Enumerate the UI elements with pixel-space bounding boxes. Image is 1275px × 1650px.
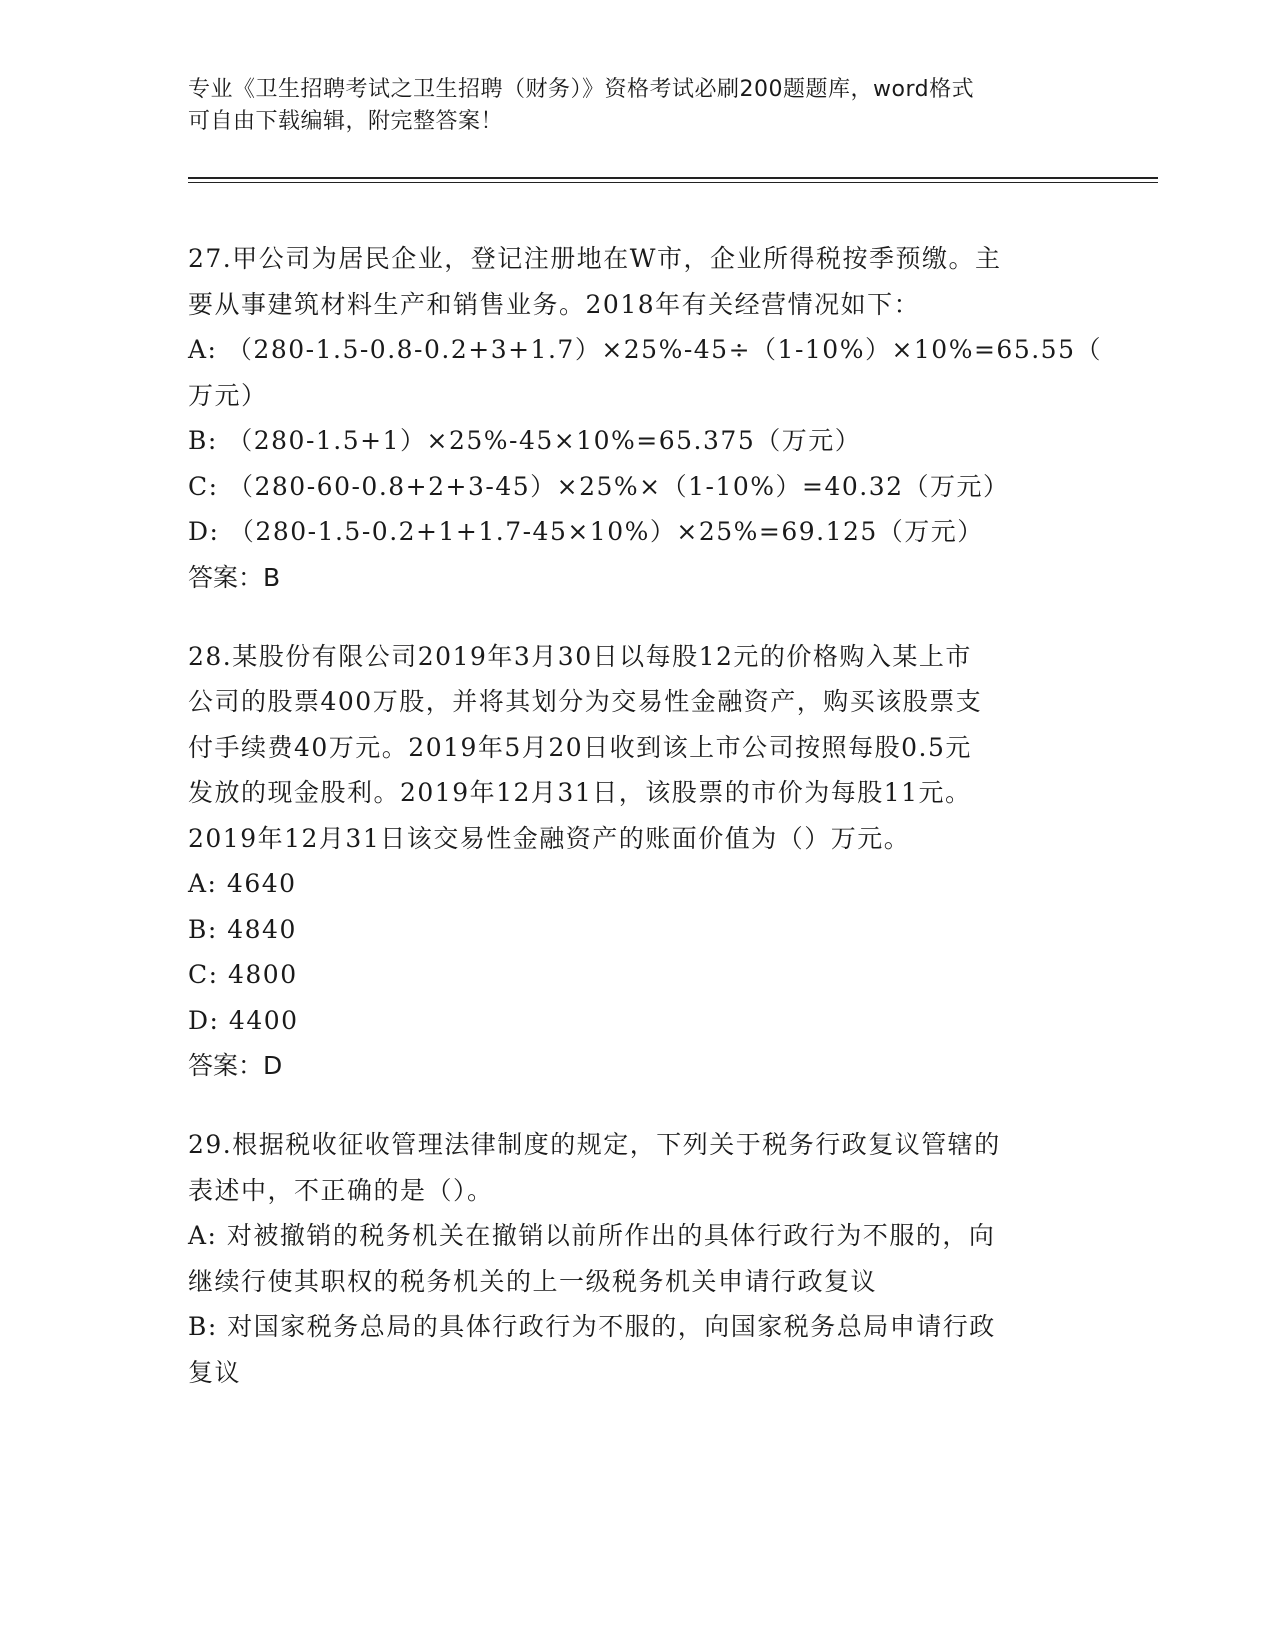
header-divider-thin — [188, 182, 1158, 183]
option-b: B: 对国家税务总局的具体行政行为不服的，向国家税务总局申请行政 — [188, 1312, 996, 1341]
question-stem-line: 要从事建筑材料生产和销售业务。2018年有关经营情况如下： — [188, 289, 921, 319]
header-line-2: 可自由下载编辑，附完整答案！ — [188, 109, 504, 134]
option-a: A: （280-1.5-0.8-0.2+3+1.7）×25%-45÷（1-10%）×10%=65.55（ — [188, 335, 1102, 364]
answer-label: 答案：B — [188, 562, 281, 592]
document-header — [188, 74, 1078, 138]
option-c: C: 4800 — [188, 960, 298, 989]
option-a-continued: 继续行使其职权的税务机关的上一级税务机关申请行政复议 — [188, 1266, 878, 1296]
question-27 — [188, 236, 1102, 600]
option-d: D: （280-1.5-0.2+1+1.7-45×10%）×25%=69.125（万元） — [188, 517, 984, 546]
question-stem-line: 2019年12月31日该交易性金融资产的账面价值为（）万元。 — [188, 823, 911, 853]
question-stem-line: 付手续费40万元。2019年5月20日收到该上市公司按照每股0.5元 — [188, 732, 972, 762]
option-b: B: 4840 — [188, 914, 297, 944]
option-c: C: （280-60-0.8+2+3-45）×25%×（1-10%）=40.32（万元） — [188, 471, 1010, 501]
question-stem-line: 28.某股份有限公司2019年3月30日以每股12元的价格购入某上市 — [188, 641, 972, 671]
question-list — [188, 236, 1102, 1429]
option-a: A: 4640 — [188, 869, 297, 898]
header-divider-thick — [188, 177, 1158, 179]
header-line-1: 专业《卫生招聘考试之卫生招聘（财务）》资格考试必刷200题题库，word格式 — [188, 77, 975, 102]
question-stem-line: 公司的股票400万股，并将其划分为交易性金融资产，购买该股票支 — [188, 687, 983, 716]
question-28 — [188, 634, 1078, 1089]
option-d: D: 4400 — [188, 1005, 299, 1035]
option-a-continued: 万元） — [188, 380, 268, 410]
option-a: A: 对被撤销的税务机关在撤销以前所作出的具体行政行为不服的，向 — [188, 1221, 996, 1250]
question-stem-line: 表述中，不正确的是（）。 — [188, 1175, 494, 1205]
question-stem-line: 27.甲公司为居民企业，登记注册地在W市，企业所得税按季预缴。主 — [188, 244, 1002, 273]
question-stem-line: 29.根据税收征收管理法律制度的规定，下列关于税务行政复议管辖的 — [188, 1130, 1001, 1159]
answer-label: 答案：D — [188, 1051, 283, 1080]
question-29 — [188, 1122, 1078, 1395]
question-stem-line: 发放的现金股利。2019年12月31日，该股票的市价为每股11元。 — [188, 778, 972, 807]
option-b-continued: 复议 — [188, 1357, 242, 1387]
option-b: B: （280-1.5+1）×25%-45×10%=65.375（万元） — [188, 426, 862, 455]
